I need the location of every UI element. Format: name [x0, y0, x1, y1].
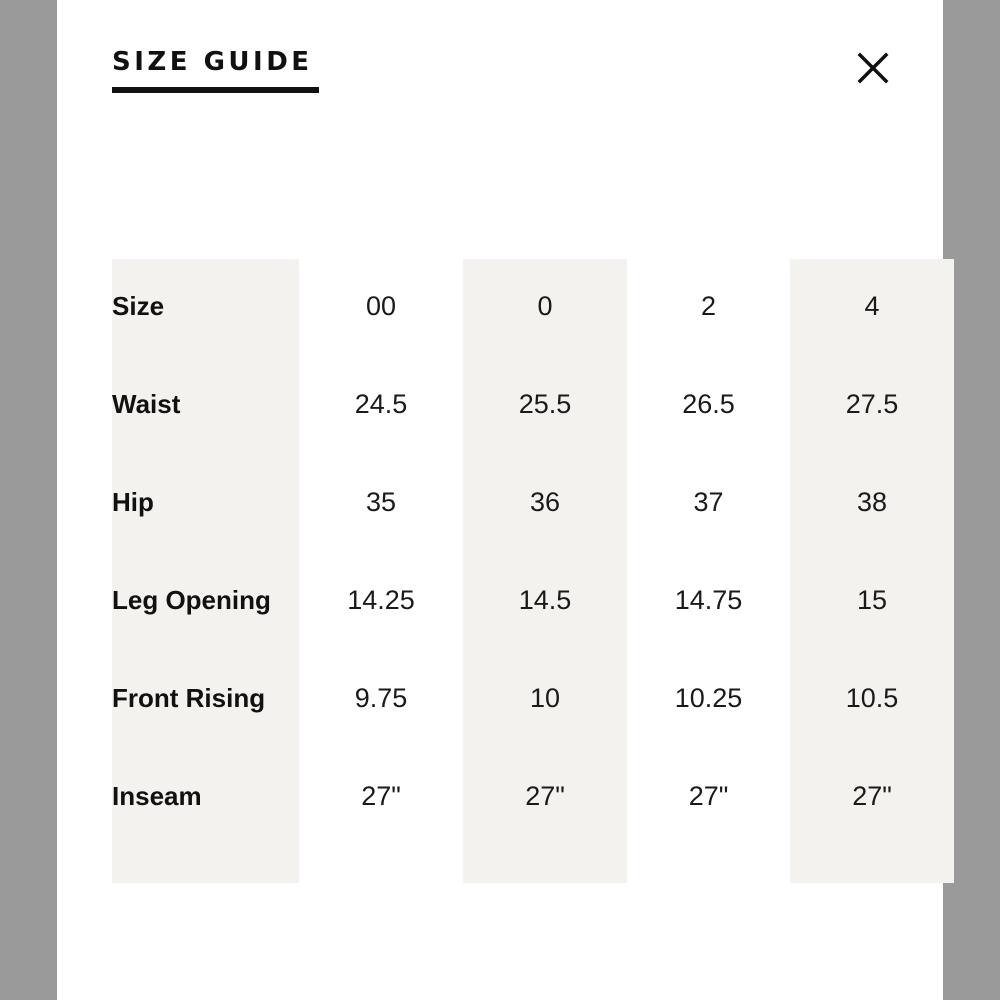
table-cell: 10.5	[845, 683, 899, 713]
table-cell: 10.25	[674, 683, 743, 713]
size-guide-modal	[57, 0, 943, 1000]
table-cell: 35	[365, 487, 397, 517]
table-cell: 4	[864, 291, 880, 321]
table-cell: 0	[537, 291, 553, 321]
table-cell: 37	[693, 487, 724, 517]
table-cell: 25.5	[518, 389, 572, 419]
table-cell: 2	[700, 291, 717, 321]
size-column-4	[790, 259, 954, 883]
close-button[interactable]	[855, 50, 891, 86]
size-column-0	[463, 259, 627, 883]
table-cell: 38	[856, 487, 888, 517]
table-cell: 00	[365, 291, 397, 321]
row-labels-column	[112, 259, 299, 883]
table-cell: 26.5	[682, 389, 735, 419]
modal-title: SIZE GUIDE	[112, 47, 313, 77]
row-label-leg-opening: Leg Opening	[112, 585, 271, 615]
size-table[interactable]	[112, 259, 899, 883]
title-underline	[112, 87, 319, 93]
row-label-waist: Waist	[112, 389, 181, 419]
close-icon	[855, 50, 891, 86]
table-cell: 10	[529, 683, 561, 713]
table-cell: 14.75	[674, 585, 743, 615]
size-column-2	[627, 259, 790, 883]
row-label-hip: Hip	[112, 487, 154, 517]
table-cell: 15	[856, 585, 888, 615]
title-block	[112, 44, 319, 93]
table-cell: 24.5	[354, 389, 408, 419]
table-cell: 36	[529, 487, 561, 517]
table-cell: 27.5	[845, 389, 899, 419]
table-cell: 14.25	[347, 585, 415, 615]
row-label-size: Size	[112, 291, 165, 321]
table-cell: 27"	[852, 781, 892, 811]
size-column-00	[299, 259, 463, 883]
table-cell: 27"	[688, 781, 729, 811]
row-label-front-rising: Front Rising	[112, 683, 266, 713]
table-cell: 27"	[525, 781, 565, 811]
table-cell: 14.5	[518, 585, 572, 615]
table-cell: 9.75	[354, 683, 408, 713]
table-cell: 27"	[361, 781, 401, 811]
row-label-inseam: Inseam	[112, 781, 202, 811]
